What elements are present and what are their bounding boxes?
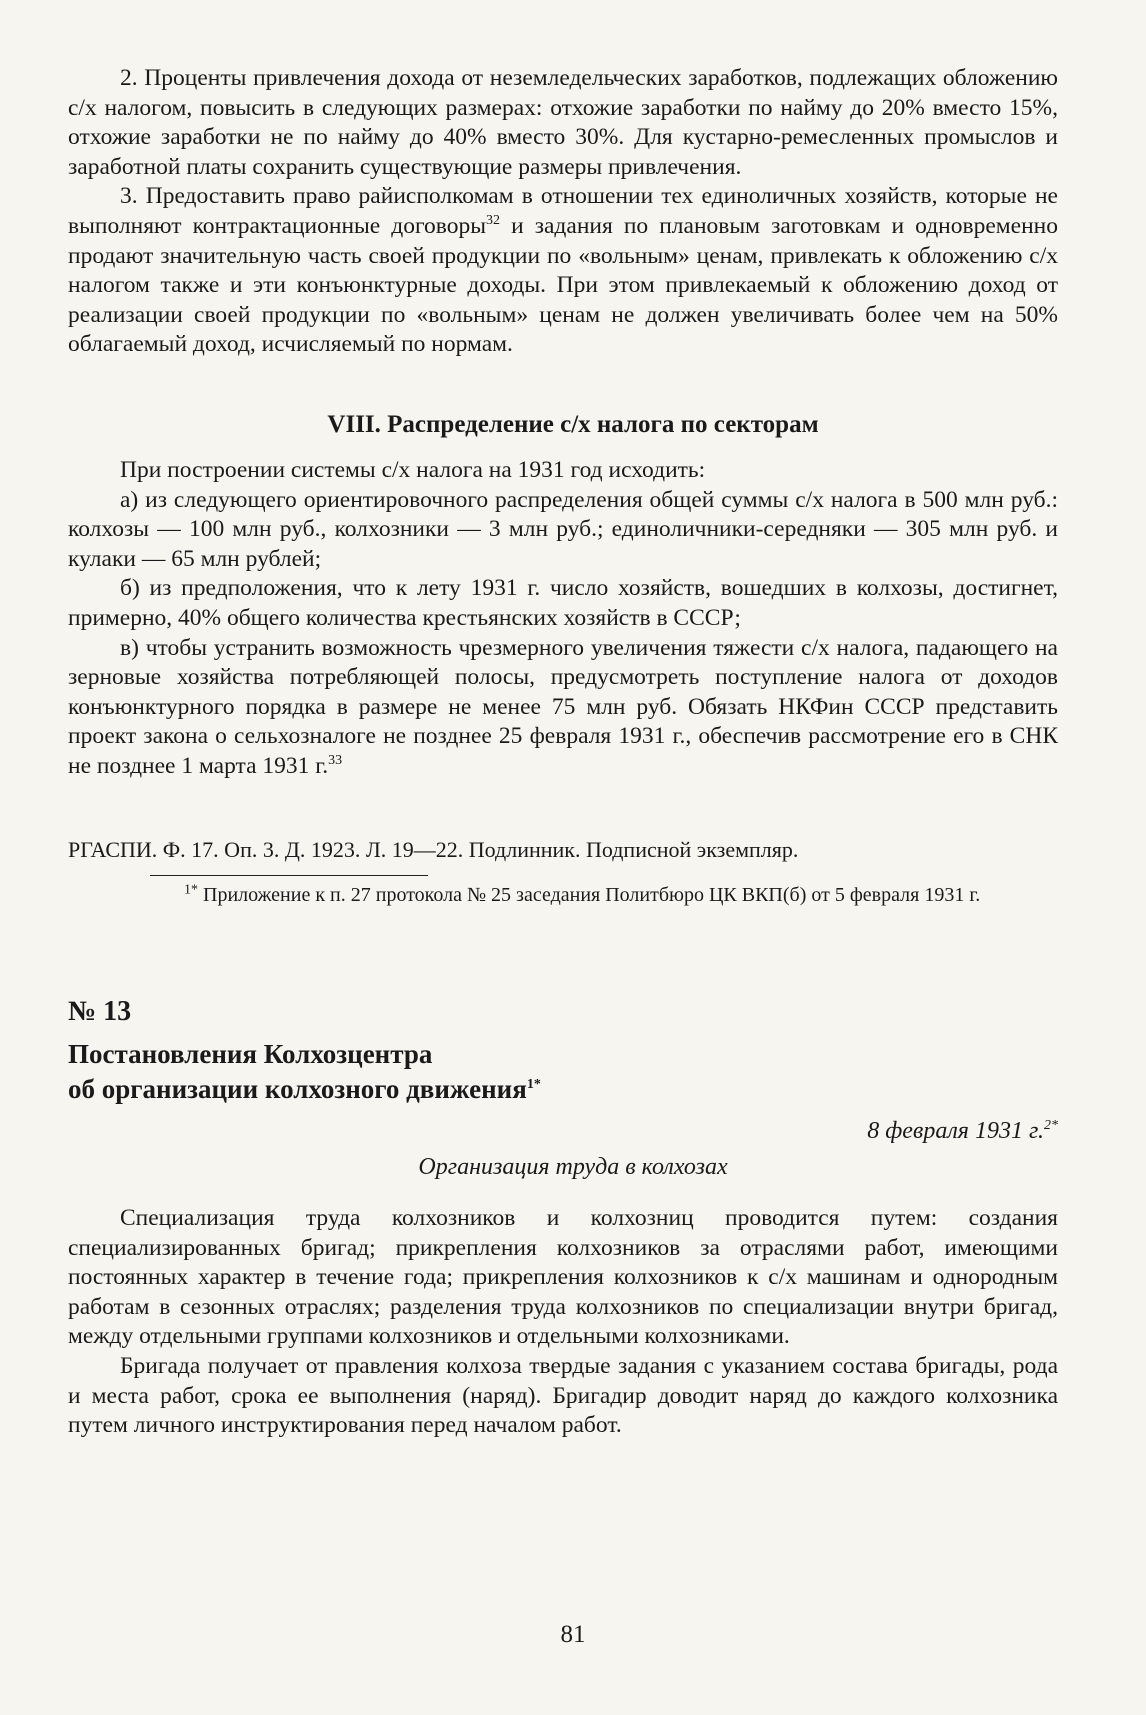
archive-source: РГАСПИ. Ф. 17. Оп. 3. Д. 1923. Л. 19—22. Подлинник. Подписной экземпляр. (68, 837, 799, 862)
item-b: б) из предположения, что к лету 1931 г. число хозяйств, вошедших в колхозы, достигнет, примерно, 40% общего количества крестьянских хозяйств в СССР; (68, 575, 1058, 631)
document-date-text: 8 февраля 1931 г. (867, 1118, 1044, 1144)
top-text-block (68, 64, 1058, 360)
section-title: VIII. Распределение с/х налога по секторам (327, 411, 819, 438)
paragraph-3-part-2: и задания по плановым заготовкам и одновременно продают значительную часть своей продукции по «вольным» ценам, привлекать к обложению с/х налогом также и эти конъюнктурные доходы. При этом привлекаемый к обложению доход от реализации своей продукции по «вольным» ценам не должен увеличивать более чем на 50% облагаемый доход, исчисляемый по нормам. (68, 212, 1058, 358)
paragraph-2: 2. Проценты привлечения дохода от неземледельческих заработков, подлежащих обложению с/х налогом, повысить в следующих размерах: отхожие заработки по найму до 20% вместо 15%, отхожие заработки не по найму до 40% вместо 30%. Для кустарно-ремесленных промыслов и заработной платы сохранить существующие размеры привлечения. (68, 65, 1058, 180)
document-number: № 13 (68, 996, 132, 1027)
section-text-block (68, 456, 1058, 782)
item-c-text: в) чтобы устранить возможность чрезмерного увеличения тяжести с/х налога, падающего на зерновые хозяйства потребляющей полосы, предусмотреть поступление налога от доходов конъюнктурного порядка в размере не менее 75 млн руб. Обязать НКФин СССР представить проект закона о сельхозналоге не позднее 25 февраля 1931 г., обеспечив рассмотрение его в СНК не позднее 1 марта 1931 г. (68, 634, 1058, 779)
item-c (68, 634, 1058, 782)
paragraph-3-part-1: 3. Предоставить право райисполкомам в отношении тех единоличных хозяйств, которые не выполняют контрактационные договоры (68, 183, 1058, 239)
document-date (867, 1118, 1058, 1145)
brigade-paragraph: Бригада получает от правления колхоза твердые задания с указанием состава бригады, рода и места работ, срока ее выполнения (наряд). Бригадир доводит наряд до каждого колхозника путем личного инструктирования перед началом работ. (68, 1352, 1058, 1439)
subsection-title: Организация труда в колхозах (418, 1154, 728, 1180)
footnote (150, 882, 1050, 909)
footnote-ref-33: 33 (328, 753, 343, 769)
footnote-marker: 1* (184, 882, 198, 898)
item-a: а) из следующего ориентировочного распределения общей суммы с/х налога в 500 млн руб.: колхозы — 100 млн руб., колхозники — 3 млн руб.; единоличники-середняки — 305 млн руб. и кулаки — 65 млн рублей; (68, 486, 1058, 572)
title-footnote-mark: 1* (526, 1077, 541, 1092)
bottom-text-block (68, 1204, 1058, 1441)
document-title-line-2-wrap (68, 1072, 628, 1107)
date-footnote-mark: 2* (1044, 1118, 1058, 1133)
specialization-paragraph: Специализация труда колхозников и колхозниц проводится путем: создания специализированных бригад; прикрепления колхозников за отраслями работ, имеющими постоянных характер в течение года; прикрепления колхозников к с/х машинам и однородным работам в сезонных отраслях; разделения труда колхозников по специализации внутри бригад, между отдельными группами колхозников и отдельными колхозниками. (68, 1205, 1058, 1350)
paragraph-3 (68, 182, 1058, 360)
page-number: 81 (560, 1621, 586, 1648)
footnote-text: Приложение к п. 27 протокола № 25 заседания Политбюро ЦК ВКП(б) от 5 февраля 1931 г. (198, 884, 981, 906)
footnote-ref-32: 32 (486, 213, 501, 229)
footnote-divider (150, 875, 428, 876)
document-title (68, 1037, 628, 1107)
section-intro: При построении системы с/х налога на 1931 год исходить: (120, 457, 706, 483)
document-title-line-1: Постановления Колхозцентра (68, 1039, 433, 1069)
document-title-line-2: об организации колхозного движения (68, 1074, 527, 1104)
